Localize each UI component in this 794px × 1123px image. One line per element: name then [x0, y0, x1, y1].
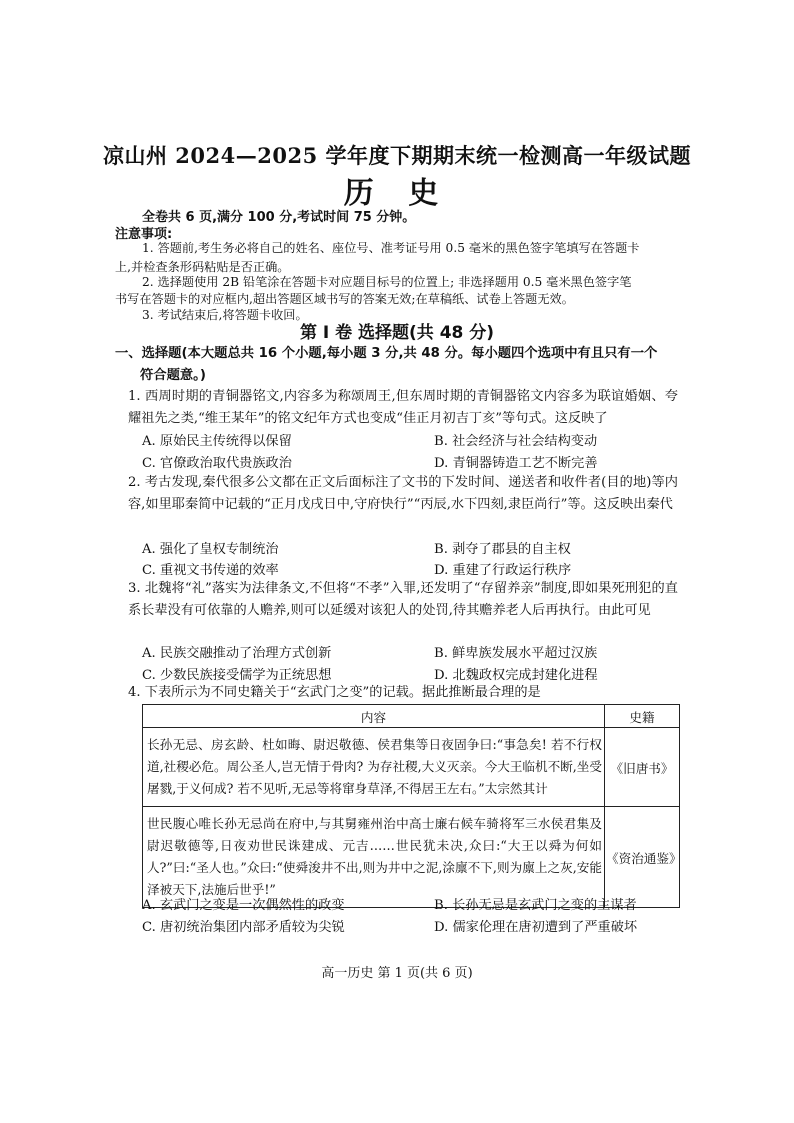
section-title: 第 Ⅰ 卷 选择题(共 48 分)	[299, 323, 495, 343]
question-2-stem: 2. 考古发现,秦代很多公文都在正文后面标注了文书的下发时间、递送者和收件者(目的地)等内容,如里耶秦简中记载的“正月戊戌日中,守府快行”“丙辰,水下四刻,隶臣尚行”等。这反映出秦代	[128, 475, 678, 512]
q3-option-b: B. 鲜卑族发展水平超过汉族	[434, 646, 598, 661]
exam-info: 全卷共 6 页,满分 100 分,考试时间 75 分钟。	[142, 210, 416, 225]
row-1-source: 《旧唐书》	[605, 728, 680, 807]
table-header-row	[143, 705, 680, 728]
q2-option-d: D. 重建了行政运行秩序	[434, 563, 572, 578]
table-row	[143, 807, 680, 908]
q1-option-d: D. 青铜器铸造工艺不断完善	[434, 456, 598, 471]
row-1-content: 长孙无忌、房玄龄、杜如晦、尉迟敬德、侯君集等日夜固争曰:“事急矣! 若不行权道,社稷必危。周公圣人,岂无情于骨肉? 为存社稷,大义灭亲。今大王临机不断,坐受屠戮,于义何成? 若不见听,无忌等将窜身草泽,不得居王左右。”太宗然其计	[143, 728, 605, 807]
page-footer: 高一历史 第 1 页(共 6 页)	[321, 966, 473, 981]
row-2-source: 《资治通鉴》	[605, 807, 680, 908]
note-2a: 2. 选择题使用 2B 铅笔涂在答题卡对应题目标号的位置上; 非选择题用 0.5 毫米黑色签字笔	[142, 275, 632, 289]
section-desc-a: 一、选择题(本大题总共 16 个小题,每小题 3 分,共 48 分。每小题四个选项中有且只有一个	[115, 346, 658, 361]
notes-label: 注意事项:	[115, 227, 173, 242]
q4-option-b: B. 长孙无忌是玄武门之变的主谋者	[434, 898, 637, 913]
q2-option-b: B. 剥夺了郡县的自主权	[434, 542, 571, 557]
question-4-stem: 4. 下表所示为不同史籍关于“玄武门之变”的记载。据此推断最合理的是	[128, 685, 541, 700]
q1-option-a: A. 原始民主传统得以保留	[142, 434, 292, 449]
q2-option-a: A. 强化了皇权专制统治	[142, 542, 279, 557]
section-desc-b: 符合题意。)	[140, 368, 206, 383]
q3-option-d: D. 北魏政权完成封建化进程	[434, 668, 598, 683]
q3-option-a: A. 民族交融推动了治理方式创新	[142, 646, 332, 661]
q1-option-b: B. 社会经济与社会结构变动	[434, 434, 598, 449]
q1-option-c: C. 官僚政治取代贵族政治	[142, 456, 292, 471]
note-1a: 1. 答题前,考生务必将自己的姓名、座位号、准考证号用 0.5 毫米的黑色签字笔填写在答题卡	[142, 241, 640, 255]
question-3-stem: 3. 北魏将“礼”落实为法律条文,不但将“不孝”入罪,还发明了“存留养亲”制度,即如果死刑犯的直系长辈没有可依靠的人赡养,则可以延缓对该犯人的处罚,待其赡养老人后再执行。由此可见	[128, 581, 678, 618]
row-2-content: 世民腹心唯长孙无忌尚在府中,与其舅雍州治中高士廉右候车骑将军三水侯君集及尉迟敬德等,日夜劝世民诛建成、元吉……世民犹未决,众曰:“大王以舜为何如人?”曰:“圣人也。”众曰:“使舜浚井不出,则为井中之泥,涂廪不下,则为廪上之灰,安能泽被天下,法施后世乎!”	[143, 807, 605, 908]
table-row	[143, 728, 680, 807]
q4-option-c: C. 唐初统治集团内部矛盾较为尖锐	[142, 920, 345, 935]
subject-title: 历 史	[343, 176, 451, 211]
note-3: 3. 考试结束后,将答题卡收回。	[142, 308, 308, 322]
note-2b: 书写在答题卡的对应框内,超出答题区域书写的答案无效;在草稿纸、试卷上答题无效。	[115, 292, 574, 306]
question-1-stem: 1. 西周时期的青铜器铭文,内容多为称颂周王,但东周时期的青铜器铭文内容多为联谊婚姻、夸耀祖先之类,“维王某年”的铭文纪年方式也变成“佳正月初吉丁亥”等句式。这反映了	[128, 389, 678, 426]
q3-option-c: C. 少数民族接受儒学为正统思想	[142, 668, 332, 683]
q4-option-a: A. 玄武门之变是一次偶然性的政变	[142, 898, 345, 913]
exam-title: 凉山州 2024—2025 学年度下期期末统一检测高一年级试题	[102, 143, 691, 168]
q4-option-d: D. 儒家伦理在唐初遭到了严重破坏	[434, 920, 638, 935]
history-records-table	[142, 704, 680, 908]
q2-option-c: C. 重视文书传递的效率	[142, 563, 279, 578]
column-header-source: 史籍	[605, 705, 680, 728]
column-header-content: 内容	[143, 705, 605, 728]
note-1b: 上,并检查条形码粘贴是否正确。	[115, 260, 290, 274]
